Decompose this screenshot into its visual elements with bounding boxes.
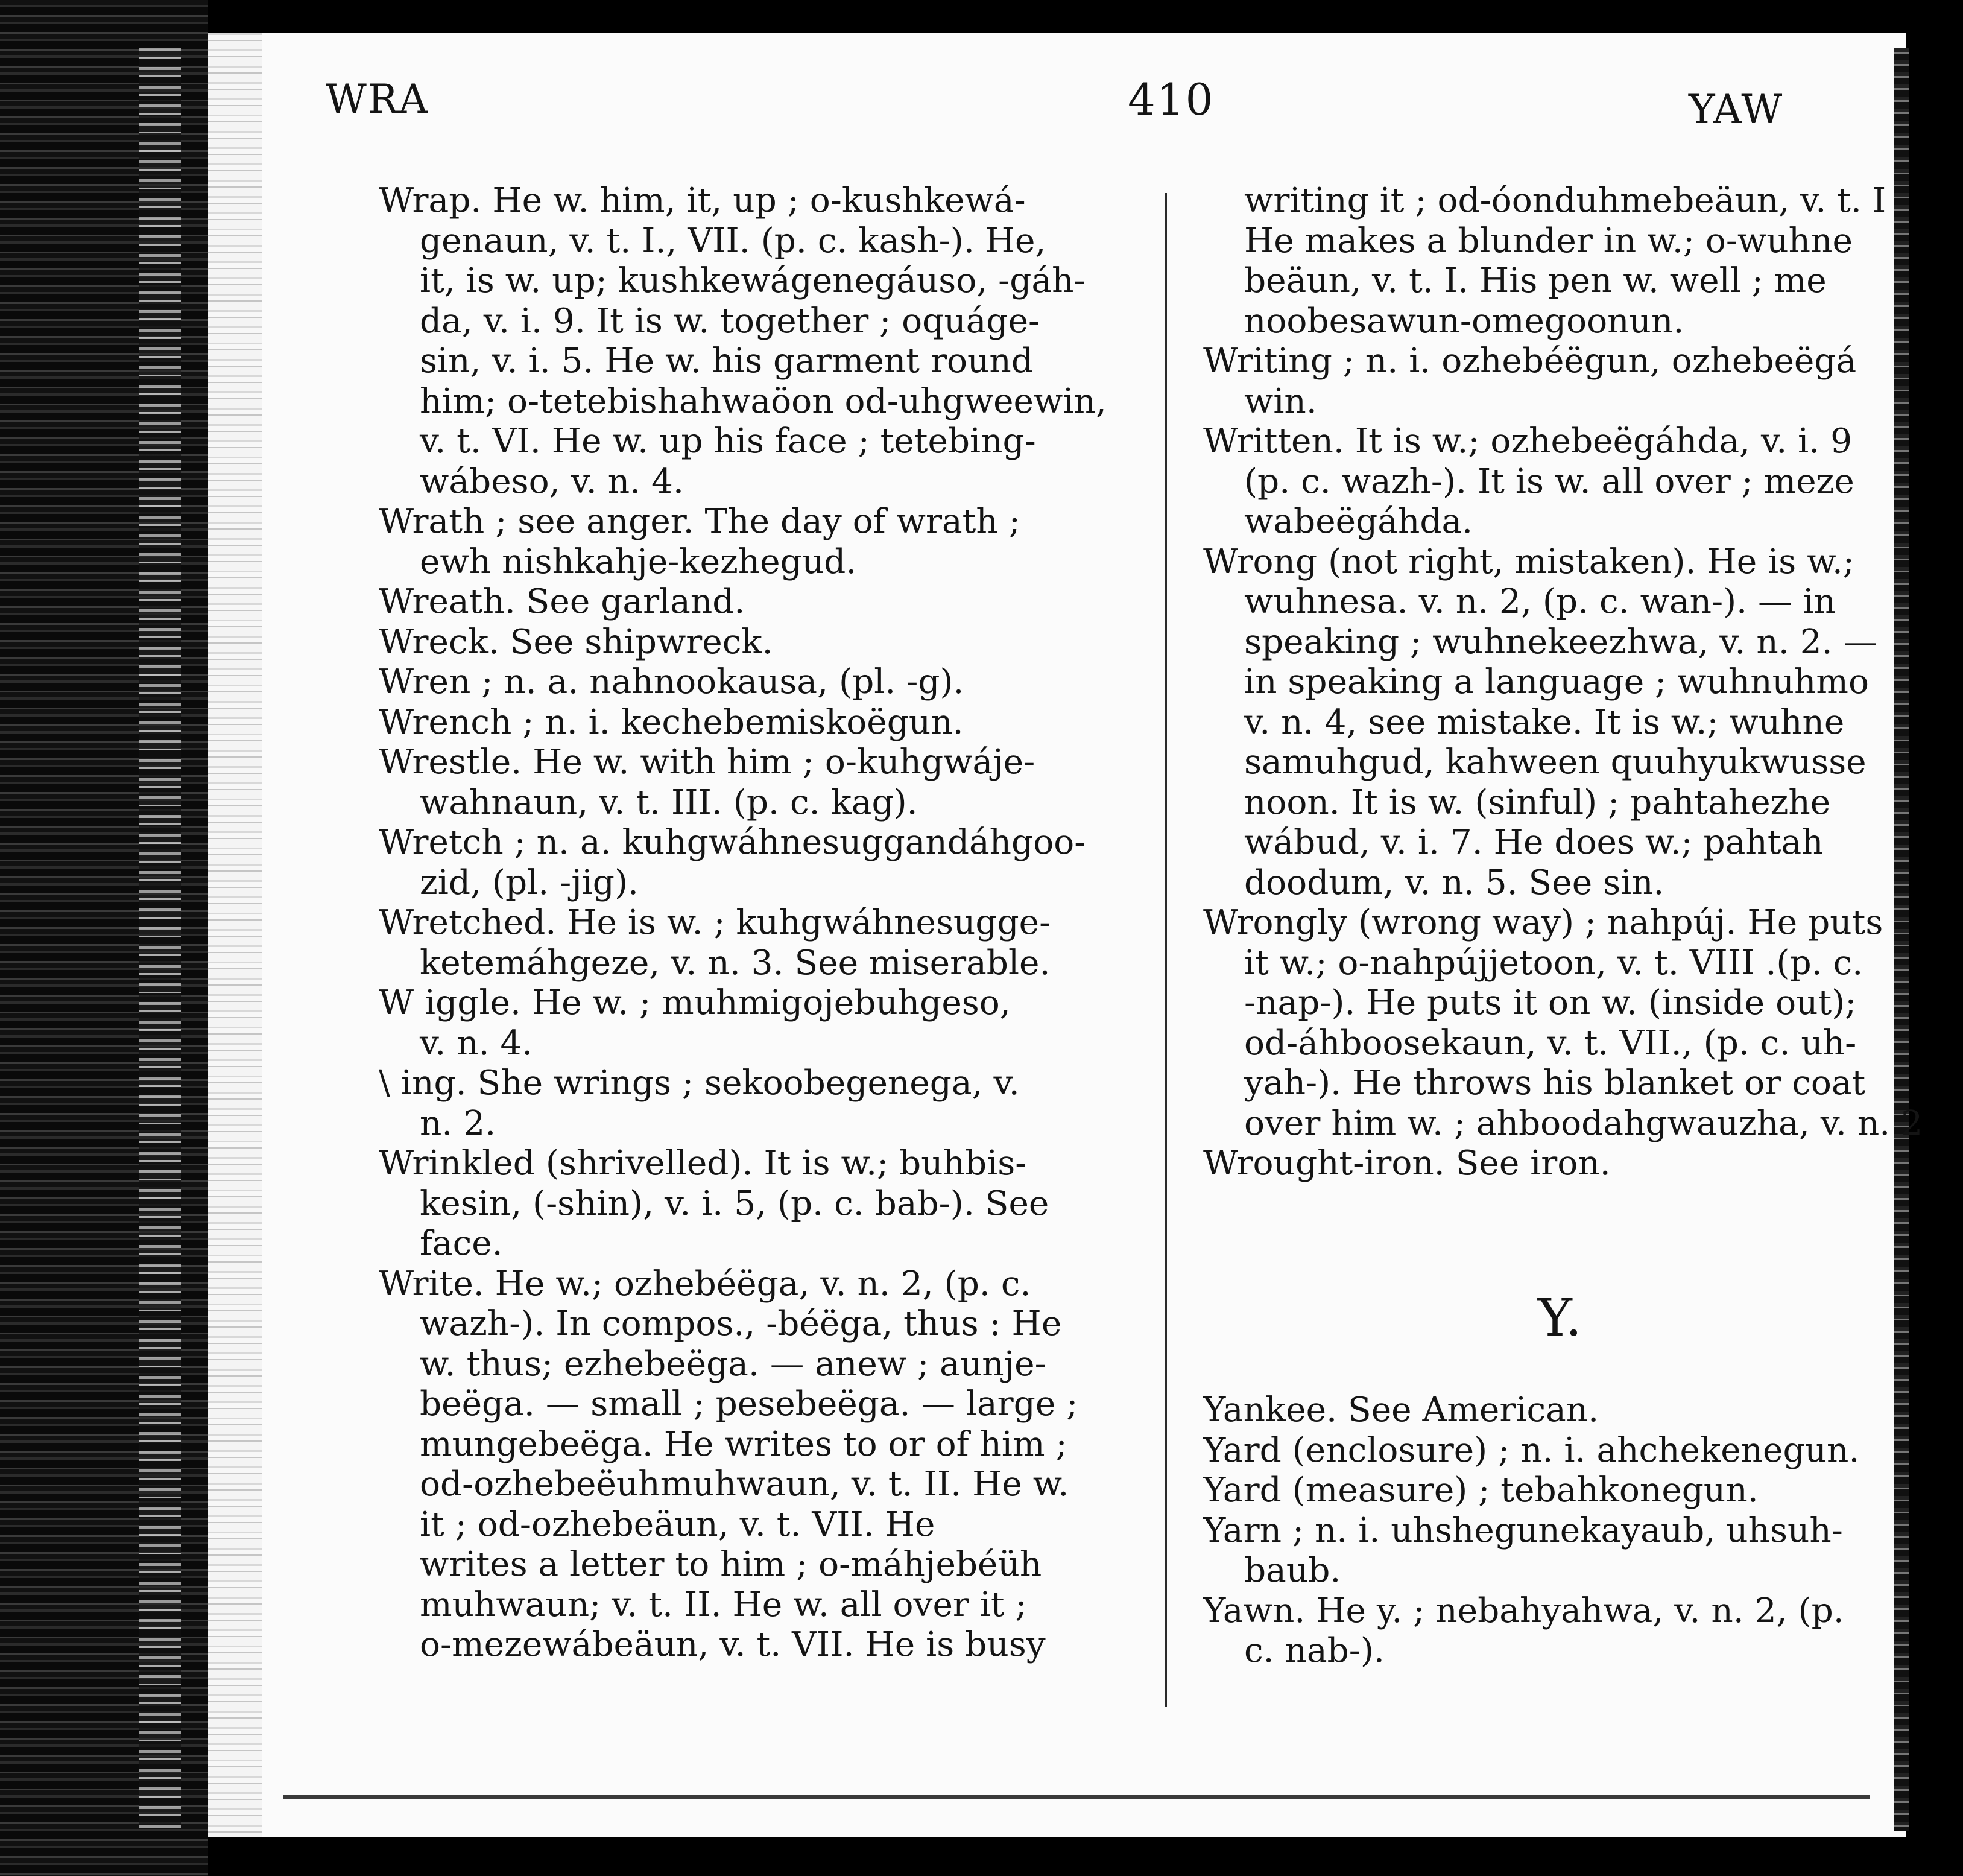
entry-line: wabeëgáhda.: [1244, 502, 1473, 541]
entry-line: Wrap. He w. him, it, up ; o-kushkewá-: [379, 181, 1026, 220]
entry-line: wahnaun, v. t. III. (p. c. kag).: [420, 782, 918, 822]
left-column: [379, 181, 1145, 1665]
entry-line: wuhnesa. v. n. 2, (p. c. wan-). — in: [1244, 582, 1836, 621]
entry-line: it ; od-ozhebeäun, v. t. VII. He: [420, 1504, 935, 1544]
entry-line: Wrongly (wrong way) ; nahpúj. He puts: [1203, 903, 1883, 942]
entry-line: ketemáhgeze, v. n. 3. See miserable.: [420, 943, 1051, 983]
book-binding-edge: [0, 0, 208, 1876]
entry-line: mungebeëga. He writes to or of him ;: [420, 1424, 1067, 1464]
entry-line: Wretch ; n. a. kuhgwáhnesuggandáhgoo-: [379, 823, 1086, 862]
entry-line: ewh nishkahje-kezhegud.: [420, 542, 857, 581]
entry-line: samuhgud, kahween quuhyukwusse: [1244, 743, 1867, 782]
entry-line: baub.: [1244, 1551, 1341, 1590]
entry-line: o-mezewábeäun, v. t. VII. He is busy: [420, 1625, 1046, 1664]
entry-line: zid, (pl. -jig).: [420, 863, 639, 902]
entry-line: face.: [420, 1224, 503, 1263]
entry-line: c. nab-).: [1244, 1631, 1385, 1670]
entry-line: od-ozhebeëuhmuhwaun, v. t. II. He w.: [420, 1465, 1069, 1504]
entry-line: in speaking a language ; wuhnuhmo: [1244, 662, 1870, 702]
entry-line: Wreck. See shipwreck.: [379, 622, 773, 662]
entry-line: wábud, v. i. 7. He does w.; pahtah: [1244, 823, 1824, 862]
entry-line: writing it ; od-óonduhmebeäun, v. t. I: [1244, 181, 1886, 220]
entry-line: Wrought-iron. See iron.: [1203, 1144, 1611, 1183]
entry-line: it, is w. up; kushkewágenegáuso, -gáh-: [420, 261, 1086, 300]
entry-line: n. 2.: [420, 1103, 496, 1143]
page-bottom-edge: [283, 1795, 1870, 1799]
entry-line: sin, v. i. 5. He w. his garment round: [420, 341, 1033, 381]
entry-line: v. t. VI. He w. up his face ; tetebing-: [420, 422, 1036, 461]
right-column-y-section: [1203, 1390, 1963, 1672]
entry-line: Yawn. He y. ; nebahyahwa, v. n. 2, (p.: [1203, 1591, 1844, 1630]
entry-line: He makes a blunder in w.; o-wuhne: [1244, 221, 1853, 261]
entry-line: kesin, (-shin), v. i. 5, (p. c. bab-). See: [420, 1184, 1049, 1223]
entry-line: wábeso, v. n. 4.: [420, 461, 684, 501]
entry-line: \ ing. She wrings ; sekoobegenega, v.: [379, 1063, 1020, 1103]
entry-line: W iggle. He w. ; muhmigojebuhgeso,: [379, 983, 1011, 1022]
entry-line: Wrestle. He w. with him ; o-kuhgwáje-: [379, 743, 1035, 782]
entry-line: Write. He w.; ozhebéëga, v. n. 2, (p. c.: [379, 1264, 1031, 1304]
right-column: [1203, 181, 1963, 1184]
entry-line: writes a letter to him ; o-máhjebéüh: [420, 1545, 1042, 1584]
page-number: 410: [1128, 74, 1215, 125]
entry-line: Wretched. He is w. ; kuhgwáhnesugge-: [379, 903, 1051, 942]
entry-line: da, v. i. 9. It is w. together ; oquáge-: [420, 301, 1040, 341]
left-guide-word: WRA: [326, 76, 429, 122]
entry-line: Wreath. See garland.: [379, 582, 745, 621]
column-divider: [1165, 193, 1167, 1707]
entry-line: speaking ; wuhnekeezhwa, v. n. 2. —: [1244, 622, 1878, 662]
entry-line: (p. c. wazh-). It is w. all over ; meze: [1244, 461, 1854, 501]
right-guide-word: YAW: [1689, 86, 1784, 133]
entry-line: Wrong (not right, mistaken). He is w.;: [1203, 542, 1854, 581]
entry-line: muhwaun; v. t. II. He w. all over it ;: [420, 1585, 1027, 1624]
entry-line: v. n. 4.: [420, 1023, 533, 1063]
entry-line: noobesawun-omegoonun.: [1244, 301, 1684, 341]
entry-line: v. n. 4, see mistake. It is w.; wuhne: [1244, 702, 1845, 742]
entry-line: Yarn ; n. i. uhshegunekayaub, uhsuh-: [1203, 1510, 1843, 1550]
entry-line: Yard (measure) ; tebahkonegun.: [1203, 1471, 1759, 1510]
entry-line: win.: [1244, 381, 1317, 421]
entry-line: beäun, v. t. I. His pen w. well ; me: [1244, 261, 1827, 300]
entry-line: od-áhboosekaun, v. t. VII., (p. c. uh-: [1244, 1023, 1857, 1063]
entry-line: Wrench ; n. i. kechebemiskoëgun.: [379, 702, 964, 742]
entry-line: -nap-). He puts it on w. (inside out);: [1244, 983, 1857, 1022]
entry-line: noon. It is w. (sinful) ; pahtahezhe: [1244, 782, 1831, 822]
section-heading-y: Y.: [1538, 1288, 1582, 1348]
entry-line: yah-). He throws his blanket or coat: [1244, 1063, 1866, 1103]
entry-line: it w.; o-nahpújjetoon, v. t. VIII .(p. c.: [1244, 943, 1863, 983]
entry-line: Written. It is w.; ozhebeëgáhda, v. i. 9: [1203, 422, 1853, 461]
entry-line: Wrath ; see anger. The day of wrath ;: [379, 502, 1020, 541]
entry-line: wazh-). In compos., -béëga, thus : He: [420, 1304, 1062, 1343]
entry-line: Wren ; n. a. nahnookausa, (pl. -g).: [379, 662, 964, 702]
entry-line: Wrinkled (shrivelled). It is w.; buhbis-: [379, 1144, 1027, 1183]
entry-line: him; o-tetebishahwaöon od-uhgweewin,: [420, 381, 1107, 421]
entry-line: Yard (enclosure) ; n. i. ahchekenegun.: [1203, 1430, 1860, 1470]
entry-line: genaun, v. t. I., VII. (p. c. kash-). He,: [420, 221, 1046, 261]
entry-line: Writing ; n. i. ozhebéëgun, ozhebeëgá: [1203, 341, 1857, 381]
entry-line: doodum, v. n. 5. See sin.: [1244, 863, 1664, 902]
entry-line: over him w. ; ahboodahgwauzha, v. n. 2: [1244, 1103, 1923, 1143]
entry-line: w. thus; ezhebeëga. — anew ; aunje-: [420, 1344, 1046, 1384]
entry-line: Yankee. See American.: [1203, 1390, 1599, 1430]
entry-line: beëga. — small ; pesebeëga. — large ;: [420, 1384, 1078, 1424]
